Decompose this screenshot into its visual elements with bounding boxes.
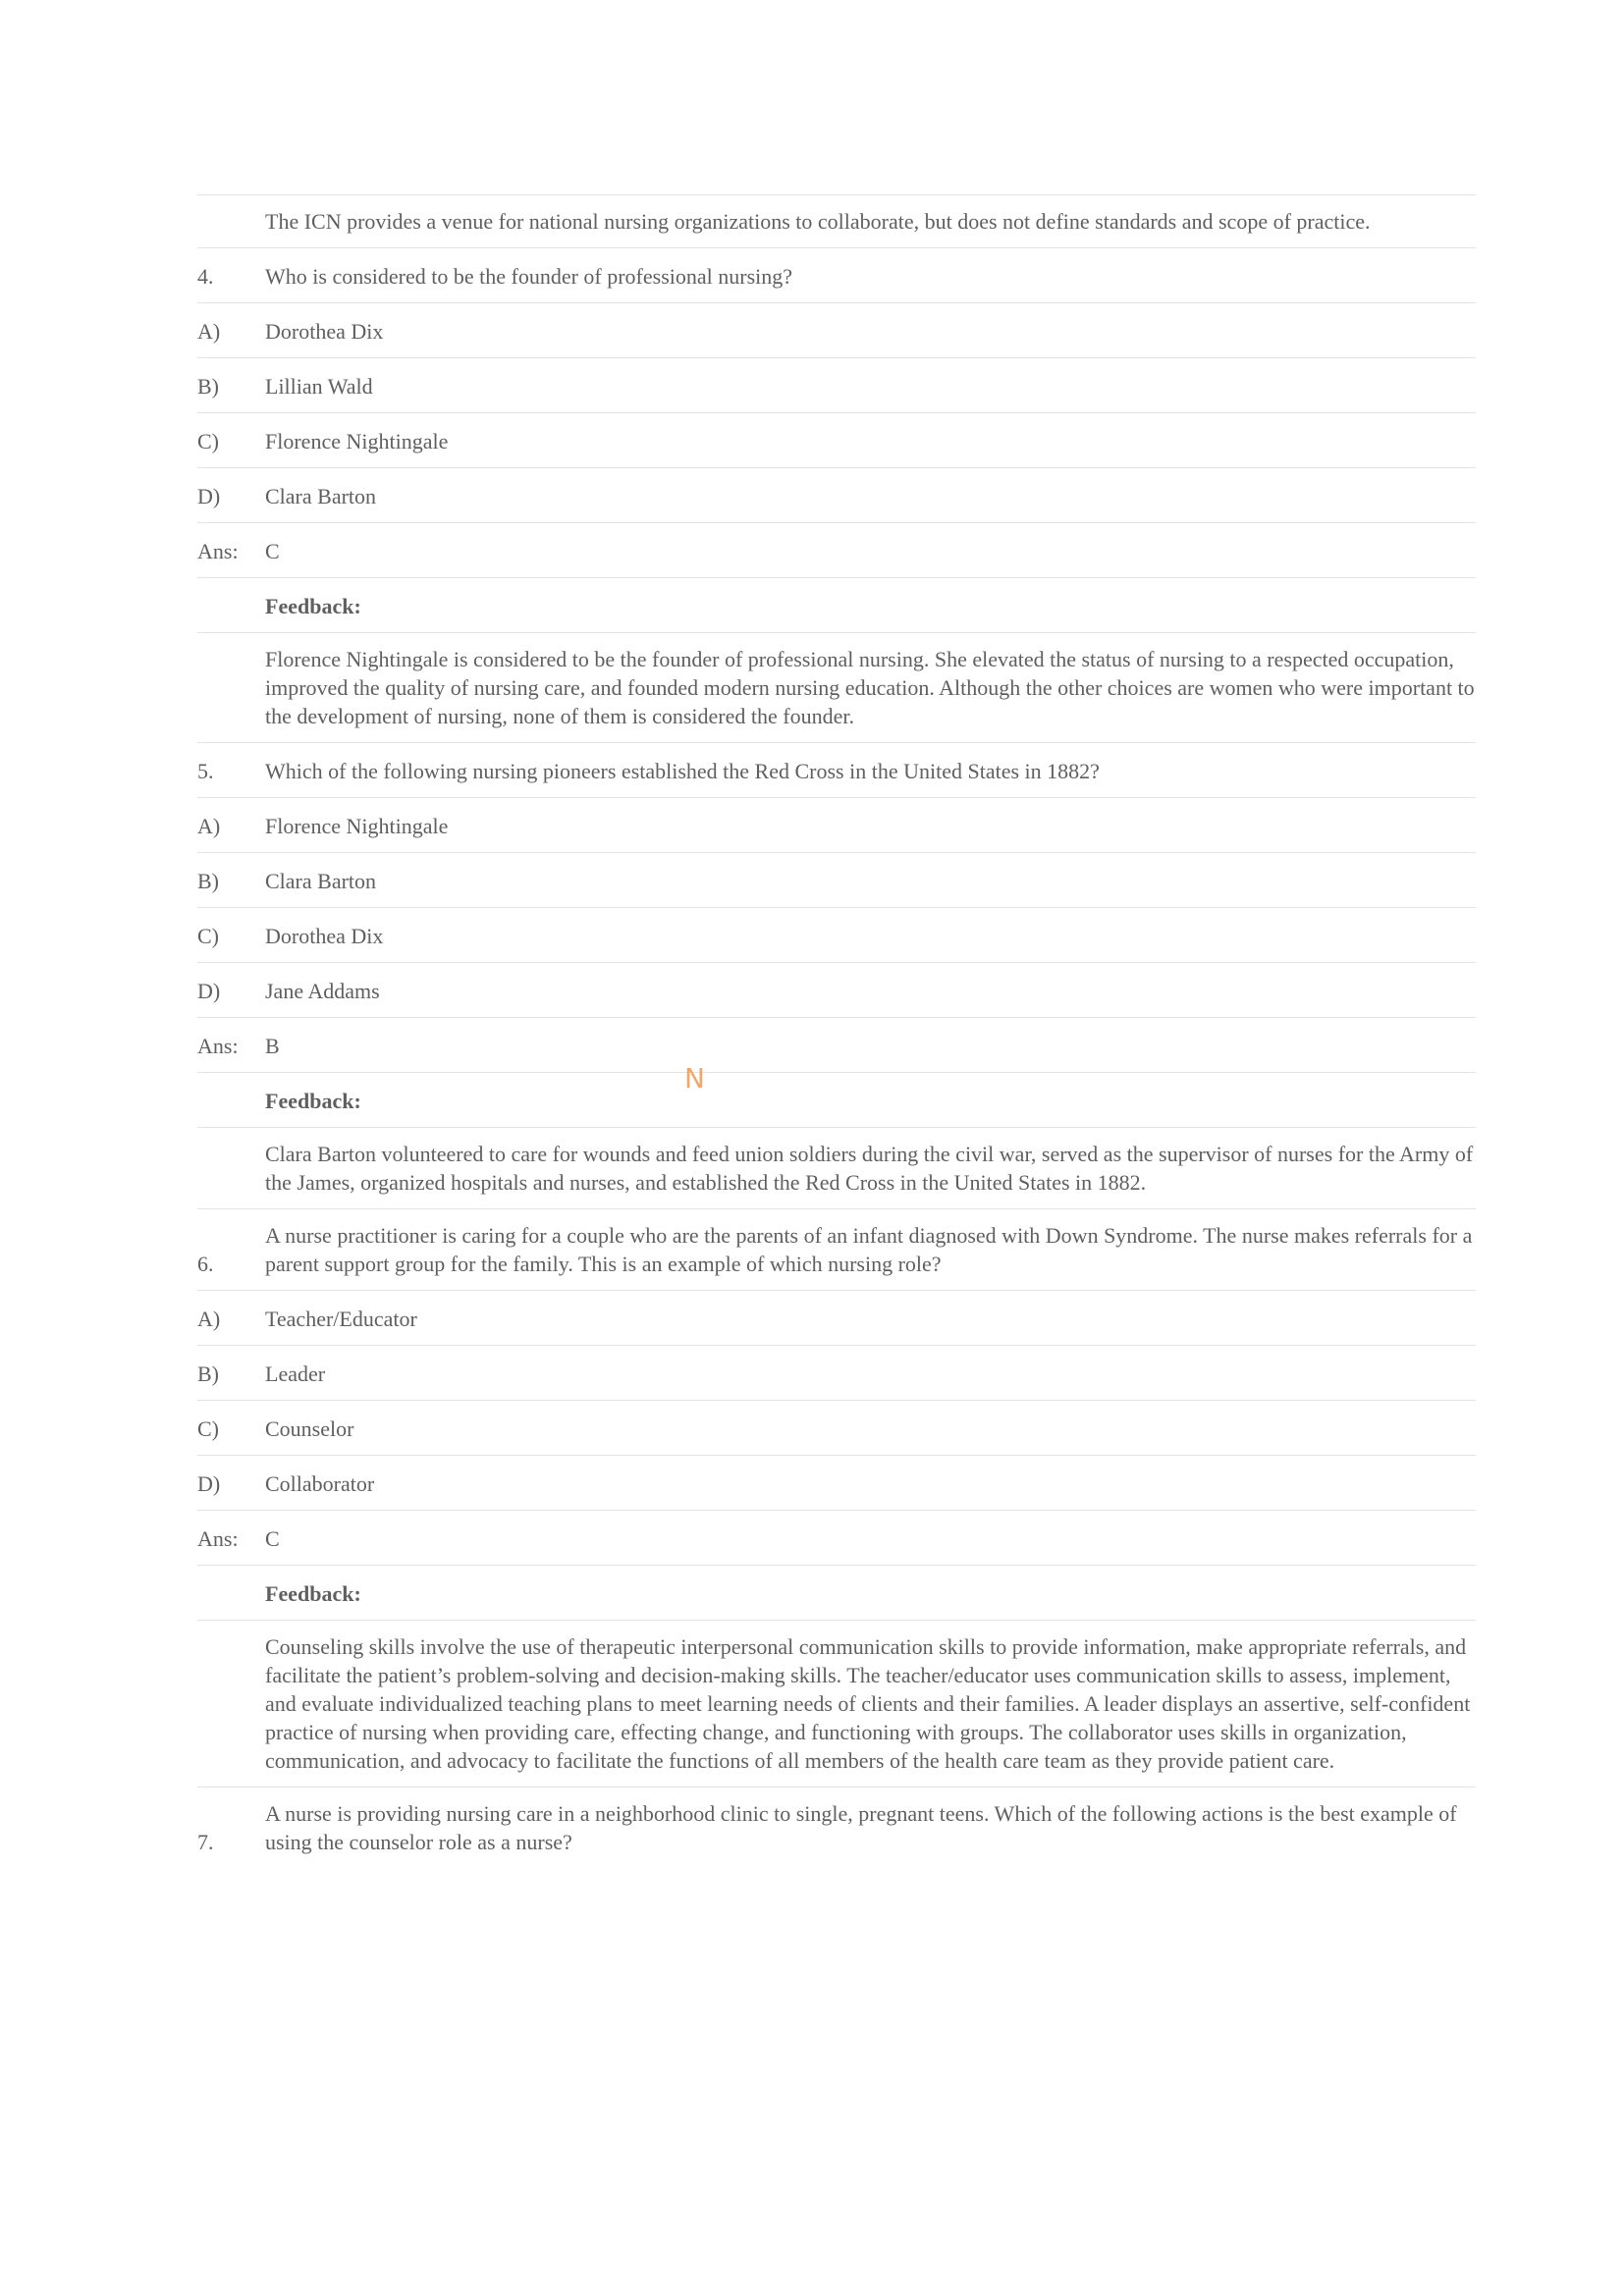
option-row [197, 303, 1476, 358]
q3-feedback-text: The ICN provides a venue for national nursing organizations to collaborate, but does not define standards and scope of practice. [265, 209, 1371, 234]
option-text: Lillian Wald [265, 374, 373, 399]
option-letter: A) [197, 1307, 221, 1331]
option-row [197, 468, 1476, 523]
option-row [197, 1456, 1476, 1511]
question-row [197, 1788, 1476, 1868]
question-text: Who is considered to be the founder of professional nursing? [265, 264, 793, 289]
option-letter: A) [197, 319, 221, 344]
option-letter: B) [197, 374, 219, 399]
option-text: Florence Nightingale [265, 814, 449, 838]
answer-value: C [265, 539, 280, 563]
option-text: Clara Barton [265, 484, 377, 508]
feedback-row [197, 633, 1476, 743]
answer-row [197, 523, 1476, 578]
answer-value: C [265, 1526, 280, 1551]
option-text: Jane Addams [265, 979, 380, 1003]
question-table [197, 194, 1476, 1868]
option-text: Counselor [265, 1416, 354, 1441]
option-text: Florence Nightingale [265, 429, 449, 454]
option-letter: C) [197, 924, 219, 948]
option-letter: B) [197, 869, 219, 893]
answer-label: Ans: [197, 539, 239, 563]
answer-label: Ans: [197, 1526, 239, 1551]
option-letter: A) [197, 814, 221, 838]
option-letter: D) [197, 1471, 221, 1496]
feedback-heading-row [197, 1073, 1476, 1128]
feedback-heading-row [197, 578, 1476, 633]
option-text: Teacher/Educator [265, 1307, 417, 1331]
option-text: Clara Barton [265, 869, 377, 893]
option-text: Dorothea Dix [265, 319, 384, 344]
option-row [197, 358, 1476, 413]
question-number: 7. [197, 1830, 214, 1854]
feedback-heading-row [197, 1566, 1476, 1621]
option-letter: C) [197, 1416, 219, 1441]
feedback-heading: Feedback: [265, 1581, 361, 1606]
q3-feedback-row [197, 195, 1476, 248]
option-row [197, 1291, 1476, 1346]
option-text: Leader [265, 1362, 326, 1386]
option-letter: B) [197, 1362, 219, 1386]
feedback-heading: Feedback: [265, 1089, 361, 1113]
option-row [197, 1346, 1476, 1401]
question-number: 6. [197, 1252, 214, 1276]
question-row [197, 1209, 1476, 1291]
option-text: Dorothea Dix [265, 924, 384, 948]
question-text: Which of the following nursing pioneers established the Red Cross in the United States in 1882? [265, 759, 1100, 783]
question-number: 5. [197, 759, 214, 783]
option-row [197, 798, 1476, 853]
question-text: A nurse is providing nursing care in a neighborhood clinic to single, pregnant teens. Which of the following actions is the best example of using the counselor role as a nurse? [265, 1801, 1457, 1854]
question-row [197, 248, 1476, 303]
option-text: Collaborator [265, 1471, 375, 1496]
watermark-logo: N [684, 1062, 705, 1095]
feedback-text: Florence Nightingale is considered to be the founder of professional nursing. She elevated the status of nursing to a respected occupation, improved the quality of nursing care, and founded modern nursing education. Although the other choices are women who were important to the development of nursing, none of them is considered the founder. [265, 647, 1475, 728]
option-row [197, 853, 1476, 908]
option-letter: C) [197, 429, 219, 454]
option-row [197, 908, 1476, 963]
option-row [197, 413, 1476, 468]
option-row [197, 963, 1476, 1018]
feedback-row [197, 1128, 1476, 1209]
question-text: A nurse practitioner is caring for a couple who are the parents of an infant diagnosed with Down Syndrome. The nurse makes referrals for a parent support group for the family. This is an example of which nursing role? [265, 1223, 1473, 1276]
question-row [197, 743, 1476, 798]
feedback-text: Counseling skills involve the use of therapeutic interpersonal communication skills to provide information, make appropriate referrals, and facilitate the patient’s problem-solving and decision-making skills. The teacher/educator uses communication skills to assess, implement, and evaluate individualized teaching plans to meet learning needs of clients and their families. A leader displays an assertive, self-confident practice of nursing when providing care, effecting change, and functioning with groups. The collaborator uses skills in organization, communication, and advocacy to facilitate the functions of all members of the health care team as they provide patient care. [265, 1634, 1471, 1773]
answer-row [197, 1511, 1476, 1566]
feedback-heading: Feedback: [265, 594, 361, 618]
feedback-row [197, 1621, 1476, 1788]
option-row [197, 1401, 1476, 1456]
option-letter: D) [197, 979, 221, 1003]
question-number: 4. [197, 264, 214, 289]
answer-row [197, 1018, 1476, 1073]
answer-value: B [265, 1034, 280, 1058]
option-letter: D) [197, 484, 221, 508]
feedback-text: Clara Barton volunteered to care for wounds and feed union soldiers during the civil war, served as the supervisor of nurses for the Army of the James, organized hospitals and nurses, and established the Red Cross in the United States in 1882. [265, 1142, 1474, 1195]
answer-label: Ans: [197, 1034, 239, 1058]
